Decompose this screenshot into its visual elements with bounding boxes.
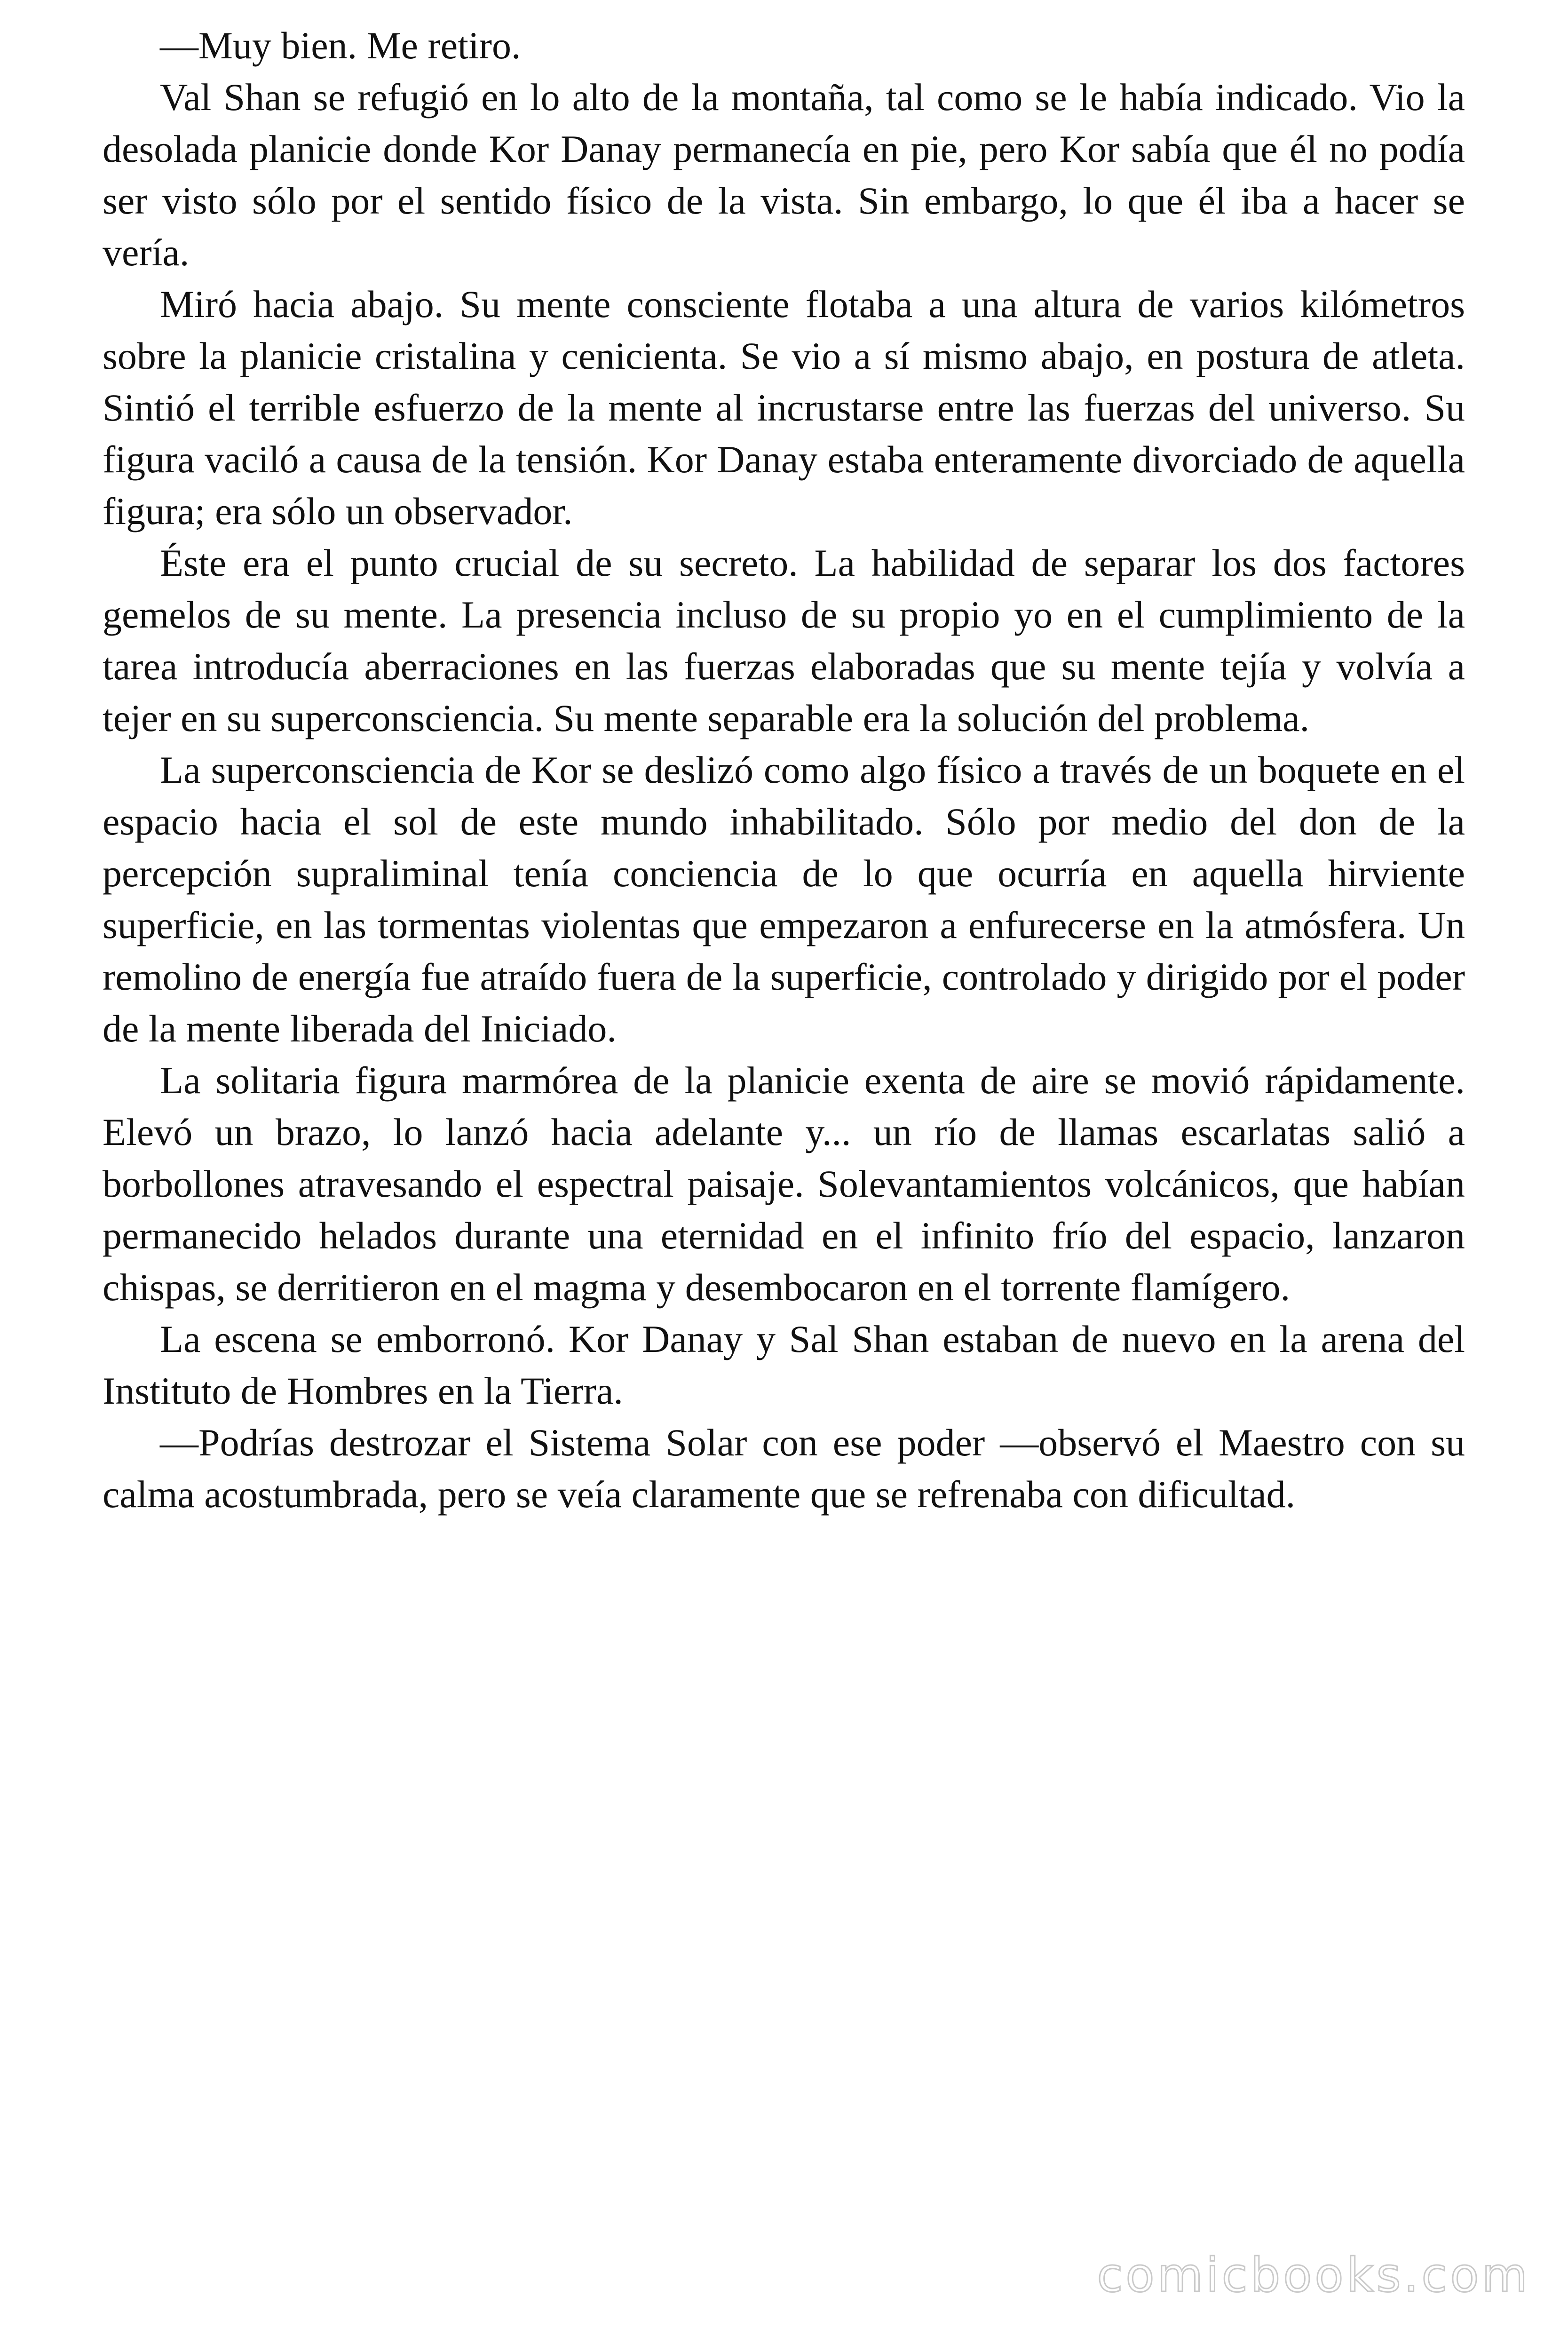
paragraph: Miró hacia abajo. Su mente consciente flotaba a una altura de varios kilómetros sobre la planicie cristalina y cenicienta. Se vio a sí mismo abajo, en postura de atleta. Sintió el terrible esfuerzo de la mente al incrustarse entre las fuerzas del universo. Su figura vaciló a causa de la tensión. Kor Danay estaba enteramente divorciado de aquella figura; era sólo un observador. [103, 283, 1465, 532]
paragraph: Éste era el punto crucial de su secreto. La habilidad de separar los dos factores gemelos de su mente. La presencia incluso de su propio yo en el cumplimiento de la tarea introducía aberraciones en las fuerzas elaboradas que su mente tejía y volvía a tejer en su superconsciencia. Su mente separable era la solución del problema. [103, 541, 1465, 739]
paragraph: —Muy bien. Me retiro. [160, 24, 521, 67]
watermark-logo: comicbooks.com [1097, 2248, 1530, 2303]
body-text [103, 20, 1465, 1520]
paragraph: La superconsciencia de Kor se deslizó como algo físico a través de un boquete en el espacio hacia el sol de este mundo inhabilitado. Sólo por medio del don de la percepción supraliminal tenía conciencia de lo que ocurría en aquella hirviente superficie, en las tormentas violentas que empezaron a enfurecerse en la atmósfera. Un remolino de energía fue atraído fuera de la superficie, controlado y dirigido por el poder de la mente liberada del Iniciado. [103, 748, 1465, 1050]
paragraph: La solitaria figura marmórea de la planicie exenta de aire se movió rápidamente. Elevó un brazo, lo lanzó hacia adelante y... un río de llamas escarlatas salió a borbollones atravesando el espectral paisaje. Solevantamientos volcánicos, que habían permanecido helados durante una eternidad en el infinito frío del espacio, lanzaron chispas, se derritieron en el magma y desembocaron en el torrente flamígero. [103, 1059, 1465, 1309]
paragraph: —Podrías destrozar el Sistema Solar con ese poder —observó el Maestro con su calma acostumbrada, pero se veía claramente que se refrenaba con dificultad. [103, 1421, 1465, 1516]
paragraph: Val Shan se refugió en lo alto de la montaña, tal como se le había indicado. Vio la desolada planicie donde Kor Danay permanecía en pie, pero Kor sabía que él no podía ser visto sólo por el sentido físico de la vista. Sin embargo, lo que él iba a hacer se vería. [103, 76, 1465, 274]
paragraph: La escena se emborronó. Kor Danay y Sal Shan estaban de nuevo en la arena del Instituto de Hombres en la Tierra. [103, 1318, 1465, 1412]
